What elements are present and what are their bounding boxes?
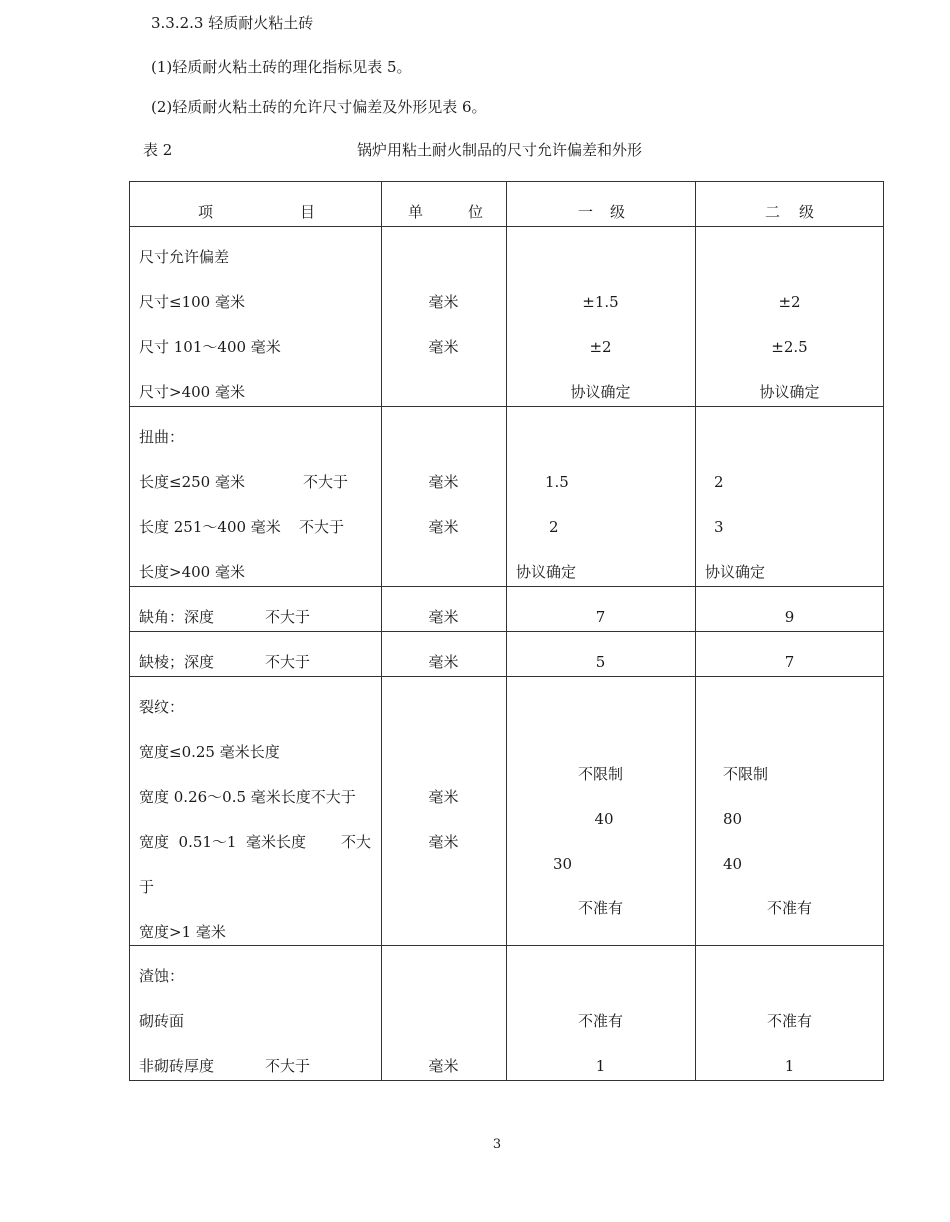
section-heading: 3.3.2.3 轻质耐火粘土砖 [151,14,314,32]
slag-row-2-note: 不大于 [265,1057,311,1075]
header-item: 目 [300,203,316,221]
crack-row-3-note: 不大 [341,833,372,851]
row-divider [129,631,884,632]
row-divider [129,226,884,227]
edge-grade-1: 5 [595,653,606,671]
slag-row-2-grade-2: 1 [784,1057,795,1075]
warp-row-3-grade-2: 协议确定 [705,563,766,581]
header-unit: 位 [468,203,484,221]
page-number: 3 [492,1137,502,1152]
crack-grade-1-v4: 不准有 [577,899,623,917]
corner-grade-2: 9 [784,608,795,626]
edge-note: 不大于 [265,653,311,671]
warp-row-1-grade-2: 2 [714,473,724,491]
slag-row-2-grade-1: 1 [595,1057,606,1075]
warp-row-2-grade-2: 3 [714,518,724,536]
corner-unit: 毫米 [428,608,459,626]
row-divider [129,406,884,407]
crack-title: 裂纹： [139,698,185,716]
header-grade-2: 级 [799,203,815,221]
size-row-2-label: 尺寸 101～400 毫米 [139,338,281,356]
size-row-1-grade-2: ±2 [778,293,801,311]
header-item: 项 [198,203,214,221]
size-row-2-grade-1: ±2 [589,338,612,356]
warp-row-1-grade-1: 1.5 [545,473,569,491]
edge-unit: 毫米 [428,653,459,671]
size-row-2-unit: 毫米 [428,338,459,356]
slag-row-2-label: 非砌砖厚度 [139,1057,215,1075]
header-grade-2: 二 [765,203,781,221]
crack-row-3-unit: 毫米 [428,833,459,851]
slag-row-1-grade-2: 不准有 [766,1012,812,1030]
size-row-1-label: 尺寸≤100 毫米 [139,293,245,311]
warp-row-1-unit: 毫米 [428,473,459,491]
crack-row-1-label: 宽度≤0.25 毫米长度 [139,743,280,761]
header-grade-1: 级 [610,203,626,221]
crack-row-2-unit: 毫米 [428,788,459,806]
paragraph-item-2: (2)轻质耐火粘土砖的允许尺寸偏差及外形见表 6。 [151,98,487,116]
corner-label: 缺角：深度 [139,608,215,626]
size-title: 尺寸允许偏差 [139,248,230,266]
header-unit: 单 [408,203,424,221]
table-number: 表 2 [143,141,173,159]
row-divider [129,676,884,677]
size-row-2-grade-2: ±2.5 [771,338,808,356]
table-title: 锅炉用粘土耐火制品的尺寸允许偏差和外形 [357,141,643,159]
corner-note: 不大于 [265,608,311,626]
edge-grade-2: 7 [784,653,795,671]
warp-row-3-grade-1: 协议确定 [516,563,577,581]
crack-row-4-label: 宽度>1 毫米 [139,923,226,941]
size-row-1-grade-1: ±1.5 [582,293,619,311]
tolerance-table [129,181,884,1081]
crack-grade-2-v4: 不准有 [766,899,812,917]
slag-row-2-unit: 毫米 [428,1057,459,1075]
crack-row-3-label-wrap: 于 [139,878,155,896]
size-row-3-grade-2: 协议确定 [759,383,820,401]
warp-row-2-grade-1: 2 [549,518,559,536]
crack-grade-2-v1: 不限制 [723,765,769,783]
size-row-3-grade-1: 协议确定 [570,383,631,401]
warp-title: 扭曲： [139,428,185,446]
paragraph-item-1: (1)轻质耐火粘土砖的理化指标见表 5。 [151,58,412,76]
crack-grade-2-v2: 80 [723,810,743,828]
warp-row-3-label: 长度>400 毫米 [139,563,245,581]
edge-label: 缺棱；深度 [139,653,215,671]
warp-row-1-note: 不大于 [303,473,349,491]
header-grade-1: 一 [578,203,594,221]
crack-grade-1-v3: 30 [553,855,573,873]
crack-row-2-label: 宽度 0.26～0.5 毫米长度不大于 [139,788,356,806]
row-divider [129,945,884,946]
slag-title: 渣蚀： [139,967,185,985]
slag-row-1-grade-1: 不准有 [577,1012,623,1030]
crack-grade-1-v2: 40 [594,810,614,828]
warp-row-2-unit: 毫米 [428,518,459,536]
warp-row-1-label: 长度≤250 毫米 [139,473,245,491]
row-divider [129,586,884,587]
crack-row-3-label: 宽度 0.51～1 毫米长度 [139,833,307,851]
corner-grade-1: 7 [595,608,606,626]
size-row-1-unit: 毫米 [428,293,459,311]
warp-row-2-label: 长度 251～400 毫米 [139,518,281,536]
slag-row-1-label: 砌砖面 [139,1012,185,1030]
crack-grade-2-v3: 40 [723,855,743,873]
crack-grade-1-v1: 不限制 [577,765,623,783]
warp-row-2-note: 不大于 [299,518,345,536]
size-row-3-label: 尺寸>400 毫米 [139,383,245,401]
